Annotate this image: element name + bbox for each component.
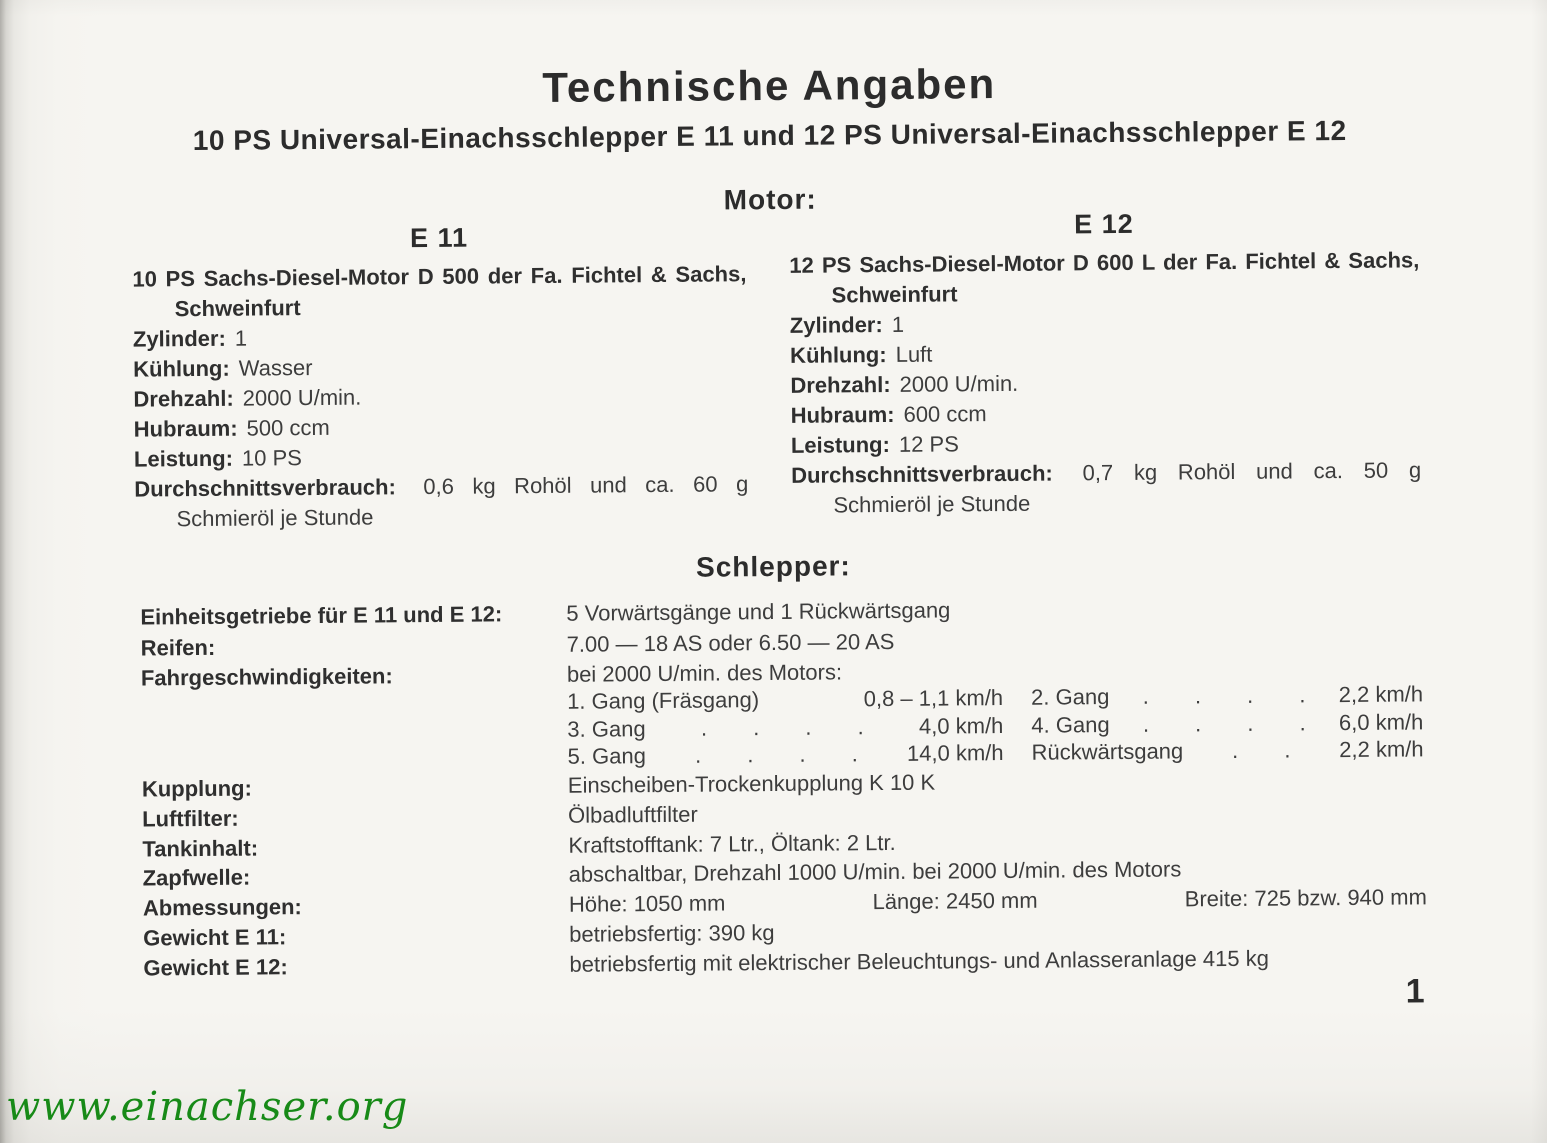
row-label: Fahrgeschwindigkeiten: (140, 663, 393, 691)
model-heading-e12: E 12 (1074, 208, 1134, 240)
row-label: Zapfwelle: (142, 864, 251, 891)
spec-verbrauch-e12 (791, 455, 1421, 490)
motor-section-heading: Motor: (723, 183, 817, 216)
spec-label: Leistung: (790, 431, 891, 458)
spec-label: Durchschnittsverbrauch: (791, 460, 1053, 488)
gear-speed: 2,2 km/h (1338, 681, 1424, 708)
dot-leader: . . . . (700, 713, 864, 741)
spec-value: 0,7 kg Rohöl und ca. 50 g (1082, 457, 1422, 486)
model-heading-e11: E 11 (409, 222, 469, 254)
row-label: Reifen: (140, 634, 216, 661)
dot-leader: . . . . (1142, 682, 1306, 709)
dot-leader: . . . . (1142, 709, 1306, 737)
spec-value: 2000 U/min. (242, 384, 362, 411)
spec-label: Drehzahl: (790, 371, 891, 398)
gear-name: 3. Gang (567, 715, 646, 742)
dimension-hoehe: Höhe: 1050 mm (568, 890, 726, 917)
page-number: 1 (1405, 972, 1425, 1011)
row-label: Luftfilter: (142, 805, 239, 832)
gear-row-rueckwaerts (1031, 736, 1423, 767)
row-label: Abmessungen: (142, 894, 302, 921)
gear-name: 4. Gang (1031, 711, 1110, 738)
row-value: 5 Vorwärtsgänge und 1 Rückwärtsgang (566, 597, 951, 626)
spec-verbrauch-e12-cont: Schmieröl je Stunde (833, 490, 1031, 518)
gear-row-1 (567, 684, 1003, 715)
spec-label: Durchschnittsverbrauch: (134, 474, 396, 502)
gear-speed: 4,0 km/h (918, 712, 1004, 739)
row-value: Einscheiben-Trockenkupplung K 10 K (567, 769, 936, 798)
spec-value: 500 ccm (246, 414, 330, 441)
spec-label: Zylinder: (132, 325, 226, 352)
dot-leader: . . . . (694, 741, 858, 768)
gear-column-right (1031, 680, 1424, 766)
dimension-breite: Breite: 725 bzw. 940 mm (1184, 884, 1427, 912)
gear-speed: 0,8 – 1,1 km/h (863, 685, 1004, 712)
engine-description-e11-line2: Schweinfurt (174, 295, 301, 322)
page-subtitle: 10 PS Universal-Einachsschlepper E 11 und 12 PS Universal-Einachsschlepper E 12 (192, 114, 1347, 157)
dot-leader: . . (1231, 737, 1291, 764)
row-value: betriebsfertig mit elektrischer Beleuchtungs- und Anlasseranlage 415 kg (569, 945, 1270, 977)
motor-column-e11 (132, 220, 749, 534)
gear-name: 1. Gang (Fräsgang) (567, 687, 760, 714)
gear-name: 5. Gang (567, 743, 646, 769)
spec-label: Kühlung: (133, 355, 230, 382)
row-value: 7.00 — 18 AS oder 6.50 — 20 AS (566, 628, 895, 657)
spec-value: 0,6 kg Rohöl und ca. 60 g (423, 471, 749, 500)
gear-speed: 14,0 km/h (906, 740, 1004, 767)
engine-description-e12-line2: Schweinfurt (831, 281, 958, 308)
spec-label: Hubraum: (790, 401, 895, 428)
spec-label: Leistung: (133, 445, 234, 472)
gear-row-4 (1031, 708, 1423, 739)
gear-name: 2. Gang (1030, 684, 1110, 710)
spec-value: Wasser (238, 355, 313, 381)
gear-speed: 6,0 km/h (1338, 708, 1424, 735)
spec-label: Kühlung: (790, 342, 887, 368)
gear-speed-table (567, 680, 1424, 770)
schlepper-spec-table (140, 591, 1425, 694)
page-title: Technische Angaben (542, 60, 997, 111)
spec-value: 1 (891, 311, 905, 337)
dimension-laenge: Länge: 2450 mm (872, 887, 1038, 915)
row-value: abschaltbar, Drehzahl 1000 U/min. bei 2000 U/min. des Motors (568, 856, 1182, 888)
spec-label: Hubraum: (133, 415, 238, 442)
row-label: Tankinhalt: (142, 835, 259, 862)
row-label: Einheitsgetriebe für E 11 und E 12: (140, 601, 503, 630)
gear-row-2 (1031, 680, 1423, 711)
spec-value: 600 ccm (903, 401, 987, 427)
row-value: Ölbadluftfilter (568, 801, 698, 828)
row-label: Gewicht E 12: (143, 954, 288, 981)
schlepper-detail-table (142, 763, 1428, 983)
row-value: Kraftstofftank: 7 Ltr., Öltank: 2 Ltr. (568, 829, 896, 858)
schlepper-section-heading: Schlepper: (695, 550, 851, 583)
spec-label: Drehzahl: (133, 385, 234, 412)
gear-row-3 (567, 712, 1003, 743)
spec-value: 10 PS (241, 445, 303, 471)
row-value: bei 2000 U/min. des Motors: (566, 659, 843, 687)
engine-description-e12-line1: 12 PS Sachs-Diesel-Motor D 600 L der Fa. Fichtel & Sachs, (789, 247, 1420, 278)
spec-value: 12 PS (898, 431, 959, 457)
watermark-url: www.einachser.org (6, 1084, 409, 1130)
spec-value: 2000 U/min. (899, 370, 1019, 397)
spec-verbrauch-e11 (134, 469, 748, 504)
engine-description-e11-line1: 10 PS Sachs-Diesel-Motor D 500 der Fa. Fichtel & Sachs, (132, 261, 747, 292)
spec-value: 1 (234, 325, 248, 351)
gear-column-left (567, 684, 1004, 771)
spec-verbrauch-e11-cont: Schmieröl je Stunde (176, 504, 374, 532)
spec-value: Luft (895, 341, 933, 367)
spec-label: Zylinder: (789, 312, 883, 338)
row-label: Gewicht E 11: (143, 924, 287, 951)
dot-leader (759, 706, 864, 707)
motor-column-e12 (789, 206, 1422, 520)
gear-name: Rückwärtsgang (1031, 738, 1184, 765)
row-label: Kupplung: (141, 775, 252, 802)
gear-row-5 (567, 739, 1003, 770)
gear-speed: 2,2 km/h (1339, 736, 1424, 763)
row-value: betriebsfertig: 390 kg (569, 919, 775, 947)
